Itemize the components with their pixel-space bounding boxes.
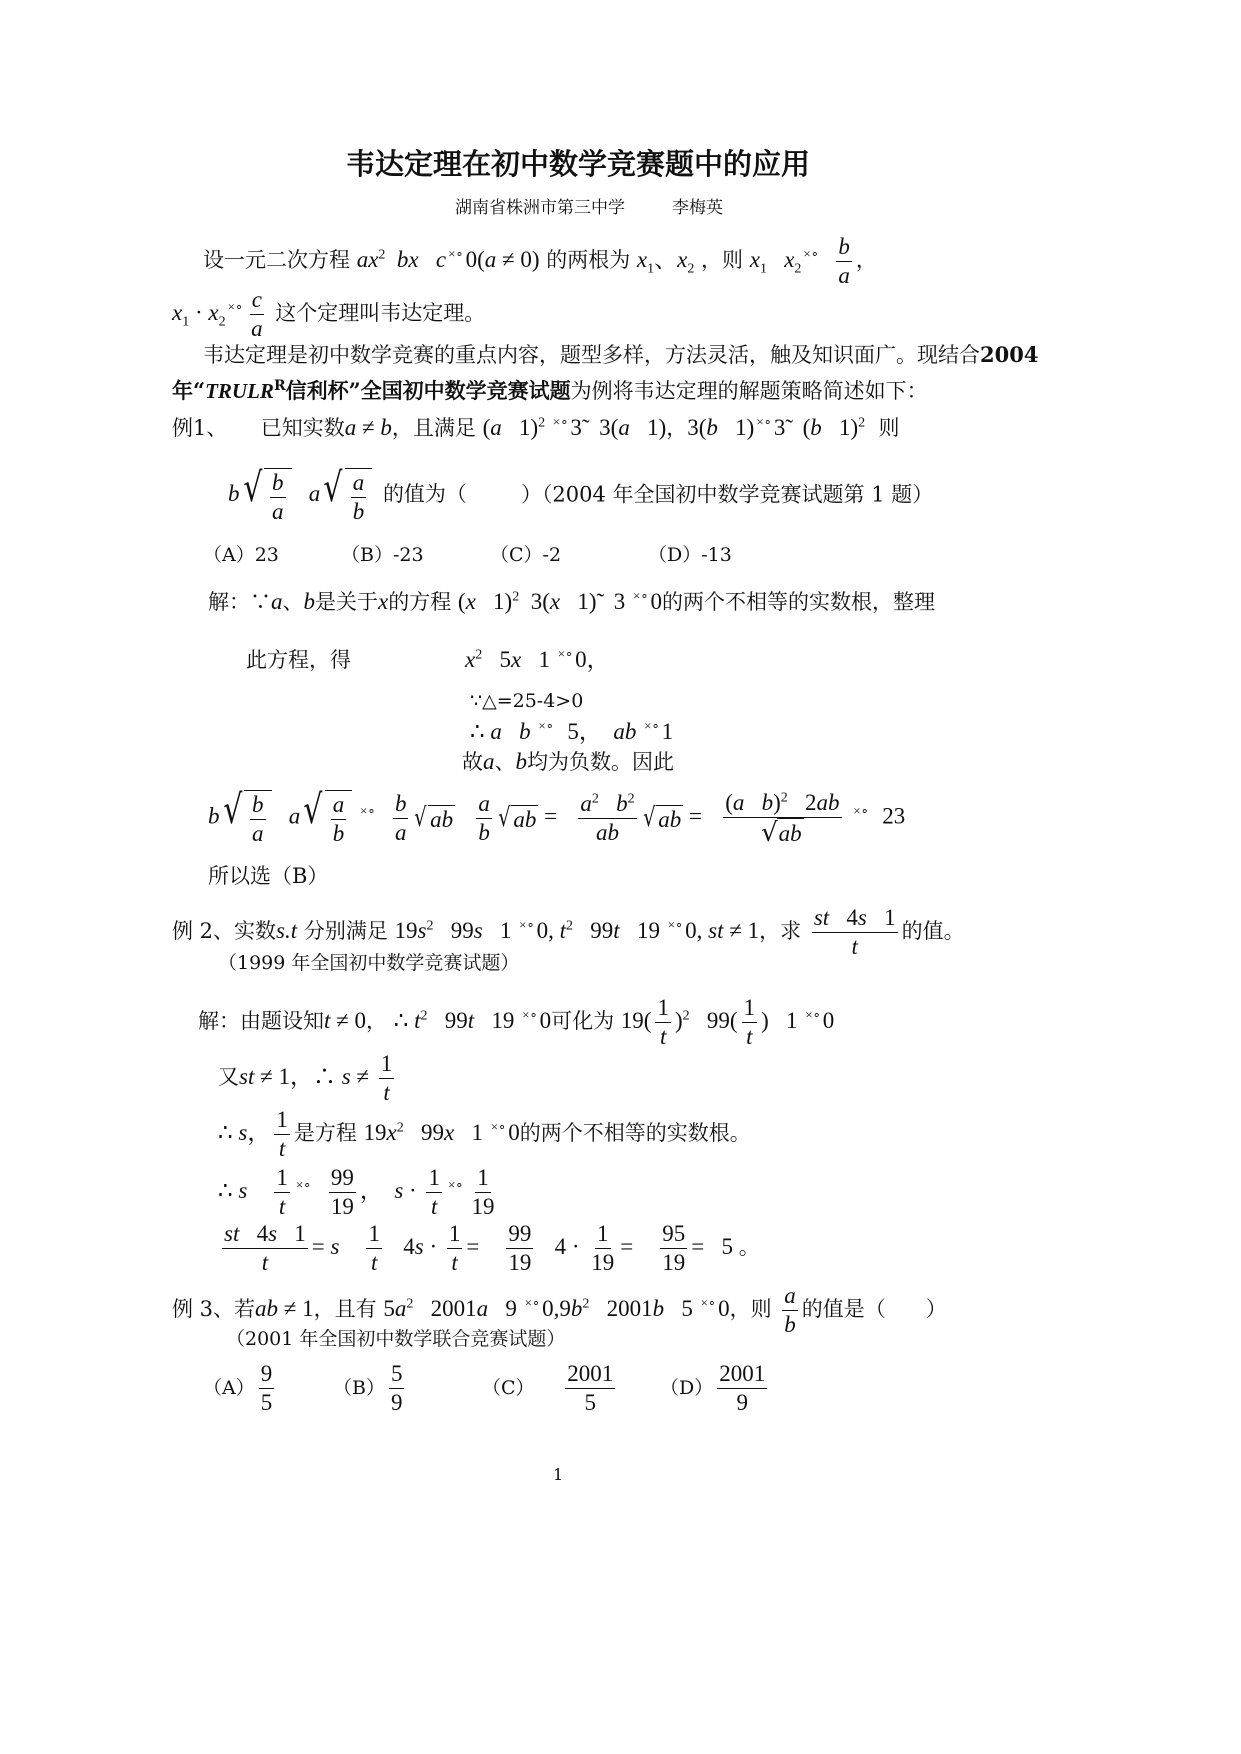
ex3-option-b: [333, 1362, 408, 1415]
ex3-text: ）: [925, 1296, 947, 1321]
ex2-sol-text: 又: [218, 1064, 239, 1089]
intro-paragraph-2-cont: [172, 380, 928, 402]
registered-mark: R: [273, 378, 286, 394]
ex1-computation: b √ $\frac{b}{a}$ a √ $\frac{a}{b}$ ×∘ $\frac{b}{a}$ √ ab $\frac{a}{b}$ √ ab = $\frac{a^2 b^2}{ab}$ √ ab = $\frac{(a b)^2 2ab}{√ab}$ ×∘ 23: [208, 787, 906, 848]
ex2-sol-text: 的两个不相等的实数根。: [519, 1120, 751, 1145]
ex3-target: $\frac{a}{b}$: [784, 1283, 796, 1338]
page-title: 韦达定理在初中数学竞赛题中的应用: [346, 147, 811, 181]
ex1-answer: 所以选（B）: [208, 864, 329, 888]
ex2-source: （1999 年全国初中数学竞赛试题）: [218, 952, 520, 974]
ex3-text: ，且有: [313, 1296, 377, 1321]
ex2-sol-text: 可化为: [551, 1008, 615, 1033]
ex3-option-label: （B）: [333, 1376, 385, 1399]
ex1-solution-1: 解：∵a、b是关于x的方程 (x 1)$^2$ 3(x 1)̃ 3 ×∘0的两个不相等的实数根，整理: [208, 588, 936, 614]
ex2-solution-3: [218, 1108, 751, 1161]
a-neq-b: a ≠ b: [344, 415, 392, 440]
brand-name: TRULR: [205, 379, 274, 403]
ex2-text: ，求: [759, 918, 802, 943]
ex2-sol-text: 是方程: [293, 1120, 357, 1145]
ex1-radical-expression: b √ $\frac{b}{a}$ a √ $\frac{a}{b}$: [228, 481, 372, 506]
ex3-text: 的值是（: [801, 1296, 886, 1321]
ex2-text: 分别满足: [303, 918, 388, 943]
intro-text: 年“: [172, 378, 206, 403]
ex1-option-b: （B）-23: [341, 544, 424, 566]
ex1-equation: (x 1)$^2$ 3(x 1)̃ 3 ×∘0: [457, 588, 663, 614]
ex1-text: 则: [878, 416, 900, 440]
ex2-roots: ∴ s， $\frac{1}{t}$: [218, 1107, 288, 1162]
ex2-target: $\frac{st 4s 1}{t}$: [813, 905, 896, 960]
product-of-roots: $x_1 \cdot x_2^{\times\circ}$ $\frac{c}{a}$: [172, 287, 263, 342]
ex2-result: $\frac{st 4s 1}{t}$ = s $\frac{1}{t}$ 4s · $\frac{1}{t}$ = $\frac{99}{19}$ 4 · $\frac{1}{19}$ = $\frac{95}{19}$ = 5 。: [224, 1221, 760, 1276]
ex1-sol-text: 的两个不相等的实数根，整理: [662, 590, 936, 614]
var-b: b: [515, 749, 527, 774]
ex2-text: 的值。: [901, 918, 965, 943]
ex3-option-a: [203, 1362, 278, 1415]
intro-paragraph-2: [203, 344, 1038, 366]
ex1-expression: [228, 465, 934, 525]
ex3-source: （2001 年全国初中数学联合竞赛试题）: [226, 1328, 566, 1350]
ex1-text: ，且满足: [391, 416, 476, 440]
st-neq-1: st ≠ 1，∴ s ≠ $\frac{1}{t}$: [239, 1051, 393, 1106]
intro-text: ，则: [701, 247, 744, 272]
ex1-discriminant: ∵△=25-4>0: [470, 690, 584, 712]
ex3-option-value: $\frac{5}{9}$: [390, 1361, 403, 1416]
ex1-sol-text: 的方程: [388, 590, 452, 614]
ex1-sol-text: 解：∵: [208, 590, 271, 614]
ex1-sol-text: 此方程，得: [246, 648, 351, 672]
author-school: 湖南省株洲市第三中学: [455, 198, 625, 218]
ex1-solution-2: [246, 650, 351, 671]
ex3-option-value: $\frac{2001}{9}$: [719, 1361, 766, 1416]
ex3-option-label: （D）: [660, 1376, 714, 1399]
ex2-solution-1: 解：由题设知t ≠ 0， ∴ $t^2$ 99t 19 ×∘0可化为 19( $\frac{1}{t}$ )$^2$ 99( $\frac{1}{t}$ ) 1 ×∘0: [198, 995, 835, 1050]
ex2-solution-2: [218, 1052, 398, 1105]
ex2-quadratic: $19x^2$ 99x 1 ×∘0: [363, 1119, 520, 1145]
ex3-equations: $5a^2$ 2001a 9 $^{\times\circ}0,9b^2$ 2001b 5 ×∘0: [383, 1295, 730, 1321]
ex1-condition-1: (a 1)$^2$ ×∘3̃ 3(a 1): [482, 414, 667, 440]
t-neq-0: t ≠ 0: [324, 1007, 367, 1033]
ex2-t-equation: ∴ $t^2$ 99t 19 ×∘0: [393, 1007, 552, 1033]
ex1-negative: 故a、b均为负数。因此: [462, 749, 674, 774]
ex1-sol-text: 均为负数。因此: [527, 750, 674, 774]
quadratic-equation: $ax^2$ bx c ×∘0(a ≠ 0): [356, 246, 540, 272]
intro-text: 信利杯”全国初中数学竞赛试题: [285, 378, 571, 403]
intro-year: 2004: [980, 342, 1039, 367]
ex1-condition-2: 3(b 1) ×∘3̃ (b 1)$^2$: [687, 414, 866, 440]
ex2-equations: $19s^2$ 99s 1 ×∘0, $t^2$ 99t 19 ×∘0, st ≠ 1: [394, 917, 760, 943]
vars-st: s.t: [276, 917, 298, 943]
ex3-option-value: $\frac{9}{5}$: [260, 1361, 273, 1416]
var-a: a: [483, 749, 495, 774]
sum-of-roots: $x_1$ $x_2^{\times\circ}$ $\frac{b}{a}$: [749, 234, 850, 289]
ex1-source: ）（2004 年全国初中数学竞赛试题第 1 题）: [520, 482, 934, 507]
intro-text: 韦达定理是初中数学竞赛的重点内容，题型多样，方法灵活，触及知识面广。现结合: [203, 343, 980, 367]
ex2-vieta: ∴ s $\frac{1}{t}$ ×∘ $\frac{99}{19}$ ， s · $\frac{1}{t}$ ×∘ $\frac{1}{19}$: [218, 1165, 495, 1220]
ex1-text: ，: [666, 416, 688, 440]
ex1-sol-text: 是关于: [315, 590, 378, 614]
ex3-label: 例 3、若: [172, 1296, 256, 1321]
intro-line-2: [172, 288, 485, 341]
ex3-option-d: [660, 1362, 771, 1415]
intro-text: 的两根为: [546, 247, 631, 272]
ex1-label: 例1、: [172, 416, 228, 440]
ex2-sol-text: 解：由题设知: [198, 1008, 324, 1033]
intro-text: 设一元二次方程: [203, 247, 350, 272]
ex3-option-value: $\frac{2001}{5}$: [567, 1361, 614, 1416]
ex2-reciprocal-equation: 19( $\frac{1}{t}$ )$^2$ 99( $\frac{1}{t}$ ) 1 ×∘0: [620, 995, 835, 1050]
var-a: a: [271, 589, 283, 614]
ex1-text: 的值为（: [382, 482, 467, 507]
ex3-text: ，则: [729, 1296, 772, 1321]
roots: $x_1$、$x_2$: [636, 246, 695, 277]
intro-text: ，: [855, 247, 877, 272]
ex3-option-label: （A）: [203, 1376, 255, 1399]
ab-neq-1: ab ≠ 1: [255, 1295, 314, 1321]
ex3-option-c: [482, 1362, 619, 1415]
ex1-simplified-equation: $x^2$ 5x 1 ×∘0，: [465, 646, 610, 672]
ex3-option-label: （C）: [482, 1376, 535, 1399]
ex1-option-c: （C）-2: [490, 544, 562, 566]
ex1-stem: [172, 416, 900, 439]
ex2-sol-text: 。: [738, 1234, 760, 1259]
ex1-vieta: ∴ a b ×∘ 5， ab ×∘1: [470, 718, 674, 744]
ex1-option-d: （D）-13: [648, 544, 732, 566]
intro-text: 这个定理叫韦达定理。: [275, 300, 486, 325]
ex2-label: 例 2、实数: [172, 918, 277, 943]
author-name: 李梅英: [672, 198, 723, 218]
intro-text: 为例将韦达定理的解题策略简述如下：: [570, 379, 928, 403]
var-x: x: [378, 589, 389, 614]
intro-line-1: [203, 235, 877, 288]
ex1-option-a: （A）23: [203, 544, 279, 566]
var-b: b: [303, 589, 315, 614]
ex1-text: 已知实数: [260, 416, 345, 440]
page-number: 1: [553, 1465, 564, 1484]
ex1-sol-text: 故: [462, 750, 483, 774]
therefore-symbol: ∴: [470, 719, 485, 744]
